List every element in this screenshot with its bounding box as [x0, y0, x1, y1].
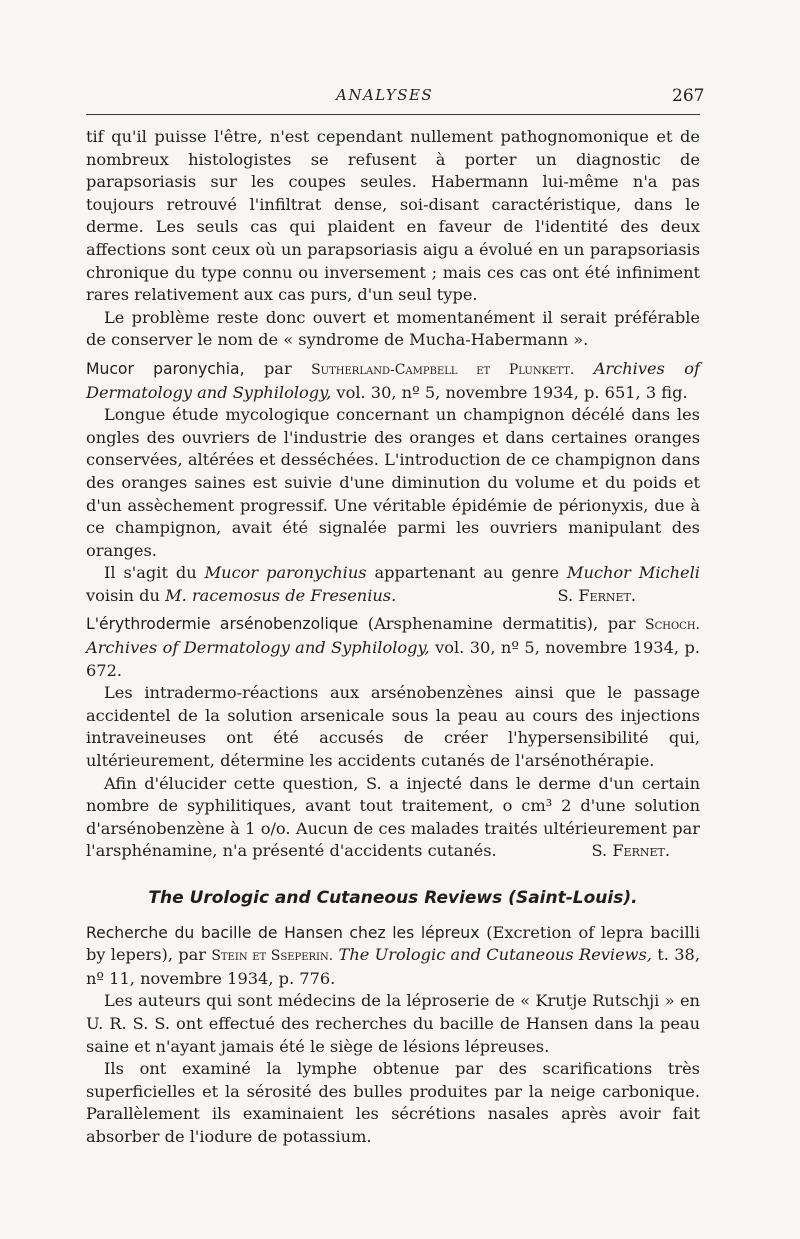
abstract-body: Les intradermo-réactions aux arsénobenzènes ainsi que le passage accidentel de la solution arsenicale sous la peau au cours des injections intraveineuses ont été accusés de créer l'hypersensibilité qui, ultérieurement, détermine les accidents cutanés de l'arsénothérapie. — [86, 683, 700, 771]
abstract-subtitle: (Excretion of lepra bacilli by lepers), par — [86, 922, 701, 965]
header-rule — [86, 114, 700, 115]
abstract-body — [86, 773, 700, 863]
abstract-title: Mucor paronychia, — [86, 359, 245, 378]
abstract-body: Les auteurs qui sont médecins de la léproserie de « Krutje Rutschji » en U. R. S. S. ont effectué des recherches du bacille de Hansen dans la peau saine et n'ayant jamais été le siège de lésions lépreuses. — [86, 991, 700, 1056]
abstract-reference: vol. 30, nº 5, novembre 1934, p. 672. — [86, 638, 700, 680]
abstract-authors: Schoch. — [645, 617, 700, 634]
species-name: Muchor Micheli — [566, 563, 700, 583]
abstract-citation — [86, 613, 700, 682]
abstract-reference: t. 38, nº 11, novembre 1934, p. 776. — [86, 945, 700, 988]
species-name: M. racemosus de Fresenius. — [165, 585, 397, 605]
abstract-title: L'érythrodermie arsénobenzolique — [86, 615, 359, 634]
abstract-hansen-bacillus — [86, 922, 700, 1149]
abstract-citation — [86, 358, 700, 404]
abstract-body: Ils ont examiné la lymphe obtenue par des scarifications très superficielles et la sérosité des bulles produites par la neige carbonique. Parallèlement ils examinaient les sécrétions nasales après avoir fait absorber de l'iodure de potassium. — [86, 1059, 700, 1146]
abstract-by: par — [263, 358, 292, 378]
abstract-authors: Sutherland-Campbell et Plunkett. — [311, 361, 575, 378]
abstract-subtitle: (Arsphenamine dermatitis), par — [367, 614, 636, 634]
abstract-signature: S. Fernet. — [591, 841, 670, 861]
page-body — [86, 126, 700, 1149]
species-name: Mucor paronychius — [204, 563, 367, 583]
abstract-title: Recherche du bacille de Hansen chez les lépreux — [86, 923, 480, 942]
abstract-erythrodermie — [86, 613, 700, 863]
abstract-journal: Archives of Dermatology and Syphilology, — [86, 638, 430, 658]
abstract-signature: S. Fernet. — [557, 585, 636, 605]
abstract-text: Afin d'élucider cette question, S. a injecté dans le derme d'un certain nombre de syphilitiques, avant tout traitement, o cm³ 2 d'une solution d'arsénobenzène à 1 o/o. Aucun de ces malades traités ultérieurement par l'arsphénamine, n'a présenté d'accidents cutanés. — [86, 773, 700, 861]
abstract-text: voisin du — [86, 585, 160, 605]
abstract-journal: Archives of Dermatology and Syphilology, — [86, 358, 700, 402]
conclusion-paragraph: Le problème reste donc ouvert et momentanément il serait préférable de conserver le nom de « syndrome de Mucha-Habermann ». — [86, 307, 700, 350]
abstract-journal: The Urologic and Cutaneous Reviews, — [338, 945, 652, 965]
journal-section-heading: The Urologic and Cutaneous Reviews (Saint-Louis). — [148, 888, 638, 908]
abstract-text: Il s'agit du — [104, 563, 197, 583]
abstract-mucor-paronychia — [86, 358, 700, 608]
abstract-authors: Stein et Sseperin. — [211, 948, 334, 965]
continued-paragraph: tif qu'il puisse l'être, n'est cependant nullement pathognomonique et de nombreux histologistes se refusent à porter un diagnostic de parapsoriasis sur les coupes seules. Habermann lui-même n'a pas toujours retrouvé l'infiltrat dense, soi-disant caractéristique, dans le derme. Les seuls cas qui plaident en faveur de l'identité des deux affections sont ceux où un parapsoriasis aigu a évolué en un parapsoriasis chronique du type connu ou inversement ; mais ces cas ont été infiniment rares relativement aux cas purs, d'un seul type. — [86, 127, 700, 305]
abstract-body — [86, 562, 700, 607]
abstract-reference: vol. 30, nº 5, novembre 1934, p. 651, 3 fig. — [336, 382, 688, 402]
abstract-citation — [86, 922, 700, 991]
running-header — [0, 86, 800, 110]
abstract-text: appartenant au genre — [374, 563, 559, 583]
running-title: ANALYSES — [336, 86, 434, 104]
abstract-body: Longue étude mycologique concernant un champignon décélé dans les ongles des ouvriers de l'industrie des oranges et dans certaines oranges conservées, altérées et desséchées. L'introduction de ce champignon dans des oranges saines est suivie d'une diminution du volume et du poids et d'un assèchement progressif. Une véritable épidémie de périonyxis, due à ce champignon, avait été signalée parmi les ouvriers manipulant des oranges. — [86, 405, 700, 560]
page-number: 267 — [672, 86, 705, 106]
